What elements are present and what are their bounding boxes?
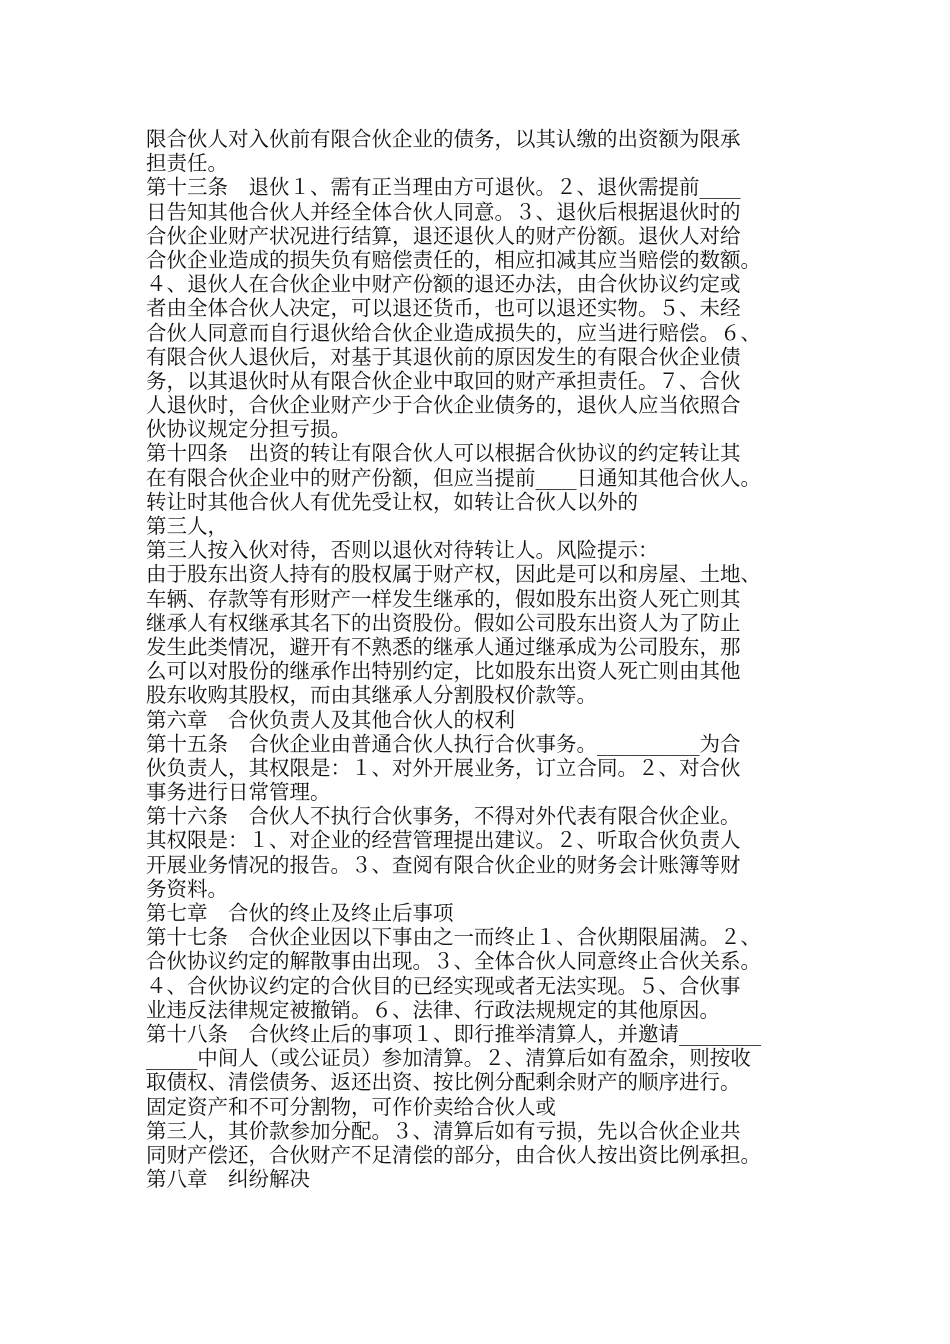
text-line: 固定资产和不可分割物，可作价卖给合伙人或 — [146, 1094, 556, 1119]
text-line: ４、退伙人在合伙企业中财产份额的退还办法，由合伙协议约定或 — [146, 272, 741, 297]
text-line: 股东收购其股权，而由其继承人分割股权价款等。 — [146, 683, 597, 708]
article-13-heading-line: 第十三条 退伙１、需有正当理由方可退伙。２、退伙需提前____ — [146, 175, 741, 200]
text-line: ４、合伙协议约定的合伙目的已经实现或者无法实现。５、合伙事 — [146, 973, 741, 998]
text-line: 有限合伙人退伙后，对基于其退伙前的原因发生的有限合伙企业债 — [146, 344, 741, 369]
article-16-heading-line: 第十六条 合伙人不执行合伙事务，不得对外代表有限合伙企业。 — [146, 804, 741, 829]
article-14-heading-line: 第十四条 出资的转让有限合伙人可以根据合伙协议的约定转让其 — [146, 441, 741, 466]
text-line: 合伙企业造成的损失负有赔偿责任的，相应扣减其应当赔偿的数额。 — [146, 247, 761, 272]
text-line: 在有限合伙企业中的财产份额，但应当提前____日通知其他合伙人。 — [146, 465, 761, 490]
text-line: 合伙人同意而自行退伙给合伙企业造成损失的，应当进行赔偿。６、 — [146, 320, 761, 345]
text-line: 其权限是：１、对企业的经营管理提出建议。２、听取合伙负责人 — [146, 828, 741, 853]
article-17-heading-line: 第十七条 合伙企业因以下事由之一而终止１、合伙期限届满。２、 — [146, 925, 761, 950]
article-18-heading-line: 第十八条 合伙终止后的事项１、即行推举清算人，并邀请________ — [146, 1021, 761, 1046]
text-line: 日告知其他合伙人并经全体合伙人同意。３、退伙后根据退伙时的 — [146, 199, 741, 224]
chapter-6-heading: 第六章 合伙负责人及其他合伙人的权利 — [146, 707, 515, 732]
text-line: 同财产偿还，合伙财产不足清偿的部分，由合伙人按出资比例承担。 — [146, 1142, 761, 1167]
text-line: 第三人， — [146, 514, 228, 538]
text-line: 合伙协议约定的解散事由出现。３、全体合伙人同意终止合伙关系。 — [146, 949, 761, 974]
text-line: 务资料。 — [146, 876, 228, 901]
text-line: 第三人按入伙对待，否则以退伙对待转让人。风险提示： — [146, 538, 659, 563]
text-line: 担责任。 — [146, 151, 228, 176]
text-line: 开展业务情况的报告。３、查阅有限合伙企业的财务会计账簿等财 — [146, 852, 741, 877]
text-line: 务，以其退伙时从有限合伙企业中取回的财产承担责任。７、合伙 — [146, 368, 741, 393]
text-line: 伙负责人，其权限是：１、对外开展业务，订立合同。２、对合伙 — [146, 755, 741, 780]
text-line: 者由全体合伙人决定，可以退还货币，也可以退还实物。５、未经 — [146, 296, 741, 321]
text-line: 事务进行日常管理。 — [146, 780, 331, 805]
text-line: 取债权、清偿债务、返还出资、按比例分配剩余财产的顺序进行。 — [146, 1070, 741, 1095]
text-line: _____中间人（或公证员）参加清算。２、清算后如有盈余，则按收 — [146, 1046, 751, 1071]
text-line: 继承人有权继承其名下的出资股份。假如公司股东出资人为了防止 — [146, 610, 741, 635]
text-line: 么可以对股份的继承作出特别约定，比如股东出资人死亡则由其他 — [146, 659, 741, 684]
text-line: 人退伙时，合伙企业财产少于合伙企业债务的，退伙人应当依照合 — [146, 393, 741, 418]
text-line: 限合伙人对入伙前有限合伙企业的债务，以其认缴的出资额为限承 — [146, 127, 741, 151]
text-line: 发生此类情况，避开有不熟悉的继承人通过继承成为公司股东，那 — [146, 634, 741, 659]
document-page — [146, 127, 816, 1191]
article-15-heading-line: 第十五条 合伙企业由普通合伙人执行合伙事务。__________为合 — [146, 731, 741, 756]
text-line: 由于股东出资人持有的股权属于财产权，因此是可以和房屋、土地、 — [146, 562, 761, 587]
text-line: 第三人，其价款参加分配。３、清算后如有亏损，先以合伙企业共 — [146, 1118, 741, 1143]
text-line: 合伙企业财产状况进行结算，退还退伙人的财产份额。退伙人对给 — [146, 223, 741, 248]
text-line: 车辆、存款等有形财产一样发生继承的，假如股东出资人死亡则其 — [146, 586, 741, 611]
chapter-7-heading: 第七章 合伙的终止及终止后事项 — [146, 901, 454, 925]
chapter-8-heading: 第八章 纠纷解决 — [146, 1167, 310, 1192]
text-line: 转让时其他合伙人有优先受让权，如转让合伙人以外的 — [146, 489, 638, 514]
text-line: 业违反法律规定被撤销。６、法律、行政法规规定的其他原因。 — [146, 997, 720, 1022]
text-line: 伙协议规定分担亏损。 — [146, 417, 351, 442]
